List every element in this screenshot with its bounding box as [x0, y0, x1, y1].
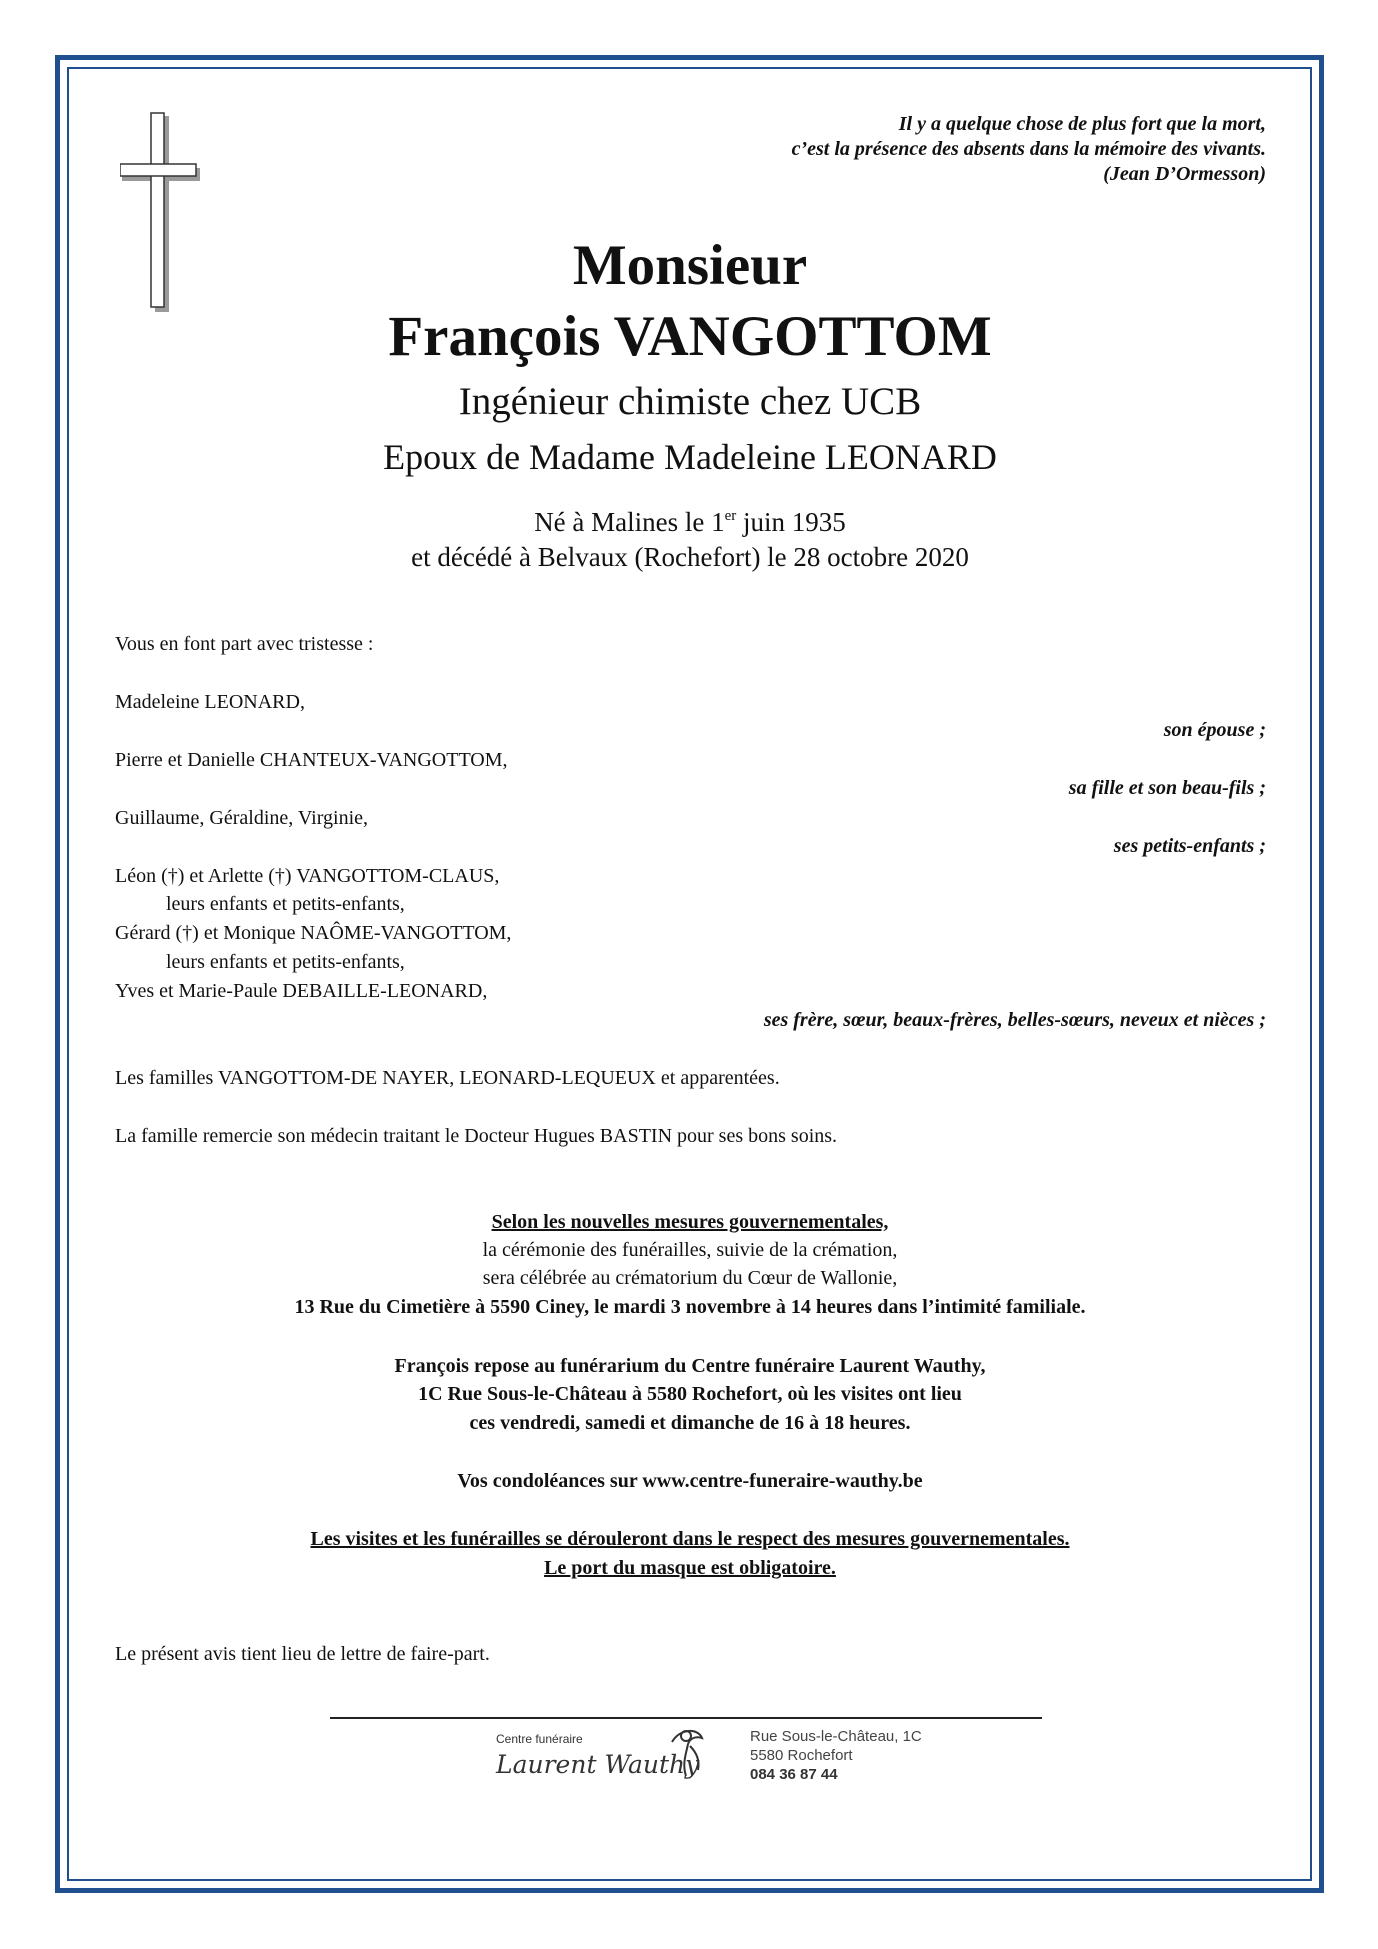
ceremony-line: sera célébrée au crématorium du Cœur de Wallonie,	[482, 1267, 898, 1289]
deceased-profession: Ingénieur chimiste chez UCB	[458, 380, 922, 423]
quote-author: (Jean D’Ormesson)	[1103, 163, 1266, 185]
family-name-daughter: Pierre et Danielle CHANTEUX-VANGOTTOM,	[115, 749, 508, 771]
sibling-line: Yves et Marie-Paule DEBAILLE-LEONARD,	[115, 980, 488, 1002]
sibling-line: Léon (†) et Arlette (†) VANGOTTOM-CLAUS,	[115, 865, 500, 887]
sibling-line: leurs enfants et petits-enfants,	[166, 951, 405, 973]
deceased-name: François VANGOTTOM	[388, 305, 992, 368]
rest-line: ces vendredi, samedi et dimanche de 16 à 18 heures.	[469, 1412, 911, 1434]
rest-line: 1C Rue Sous-le-Château à 5580 Rochefort, où les visites ont lieu	[418, 1383, 962, 1405]
cross-icon	[120, 112, 200, 312]
quote-line-2: c’est la présence des absents dans la mémoire des vivants.	[791, 138, 1266, 160]
address-city: 5580 Rochefort	[750, 1747, 853, 1764]
address-street: Rue Sous-le-Château, 1C	[750, 1728, 922, 1745]
birth-prefix: Né à Malines le 1	[534, 507, 725, 537]
family-relation-spouse: son épouse ;	[1163, 719, 1266, 741]
thanks-line: La famille remercie son médecin traitant le Docteur Hugues BASTIN pour ses bons soins.	[115, 1125, 838, 1147]
notice-line: Les visites et les funérailles se dérouleront dans le respect des mesures gouvernementales.	[310, 1528, 1070, 1550]
deceased-title: Monsieur	[572, 234, 808, 297]
footer-divider	[330, 1717, 1042, 1719]
dove-icon	[666, 1724, 708, 1782]
siblings-relation: ses frère, sœur, beaux-frères, belles-sœurs, neveux et nièces ;	[763, 1009, 1266, 1031]
family-name-grandchildren: Guillaume, Géraldine, Virginie,	[115, 807, 368, 829]
family-name-spouse: Madeleine LEONARD,	[115, 691, 305, 713]
ceremony-address: 13 Rue du Cimetière à 5590 Ciney, le mardi 3 novembre à 14 heures dans l’intimité familiale.	[294, 1296, 1086, 1318]
rest-line: François repose au funérarium du Centre funéraire Laurent Wauthy,	[394, 1355, 986, 1377]
deceased-spouse: Epoux de Madame Madeleine LEONARD	[383, 437, 997, 477]
closing-line: Le présent avis tient lieu de lettre de faire-part.	[115, 1643, 490, 1665]
death-line: et décédé à Belvaux (Rochefort) le 28 octobre 2020	[411, 542, 969, 572]
footer-address	[750, 1727, 922, 1784]
announcement-intro: Vous en font part avec tristesse :	[115, 633, 374, 655]
logo-caption: Centre funéraire	[496, 1732, 583, 1746]
condolences-line: Vos condoléances sur www.centre-funeraire-wauthy.be	[457, 1470, 923, 1492]
family-relation-grandchildren: ses petits-enfants ;	[1113, 835, 1266, 857]
families-line: Les familles VANGOTTOM-DE NAYER, LEONARD-LEQUEUX et apparentées.	[115, 1067, 780, 1089]
sibling-line: leurs enfants et petits-enfants,	[166, 893, 405, 915]
sibling-line: Gérard (†) et Monique NAÔME-VANGOTTOM,	[115, 922, 512, 944]
quote-line-1: Il y a quelque chose de plus fort que la mort,	[898, 113, 1266, 135]
ceremony-heading: Selon les nouvelles mesures gouvernementales,	[491, 1211, 889, 1233]
birth-ordinal: er	[724, 508, 737, 524]
notice-line: Le port du masque est obligatoire.	[544, 1557, 836, 1579]
birth-line	[340, 505, 1040, 539]
funeral-home-logo	[488, 1722, 713, 1794]
address-phone: 084 36 87 44	[750, 1766, 838, 1783]
family-relation-daughter: sa fille et son beau-fils ;	[1068, 777, 1266, 799]
ceremony-line: la cérémonie des funérailles, suivie de la crémation,	[482, 1239, 898, 1261]
birth-suffix: juin 1935	[736, 507, 846, 537]
logo-script: Laurent Wauthy	[496, 1750, 700, 1779]
quote	[466, 112, 1266, 187]
